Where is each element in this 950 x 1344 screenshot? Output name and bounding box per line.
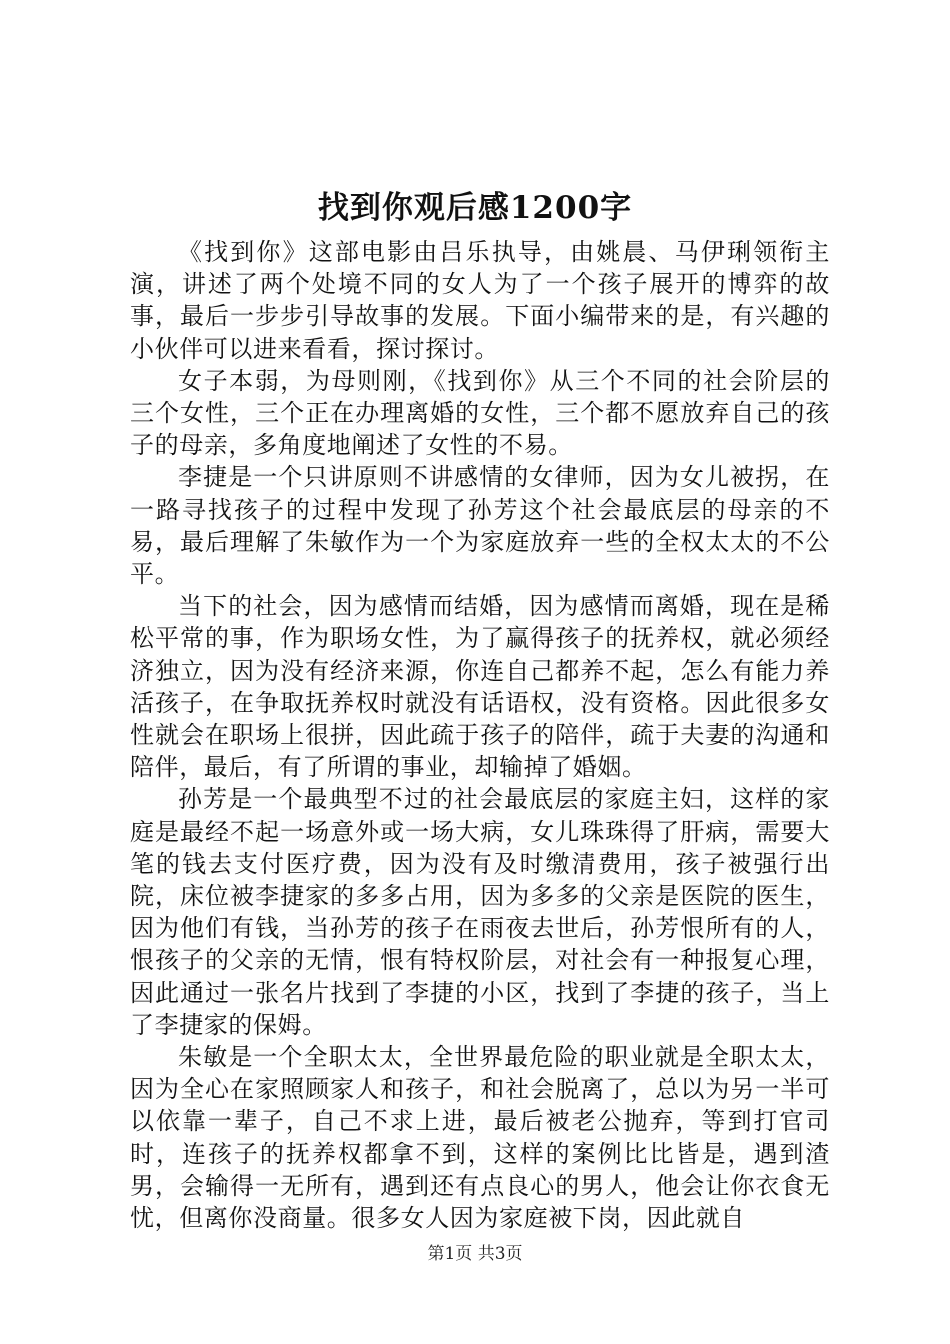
document-title: 找到你观后感1200字 — [317, 190, 633, 226]
page-footer: 第1页 共3页 — [427, 1244, 523, 1264]
paragraph-4: 当下的社会，因为感情而结婚，因为感情而离婚，现在是稀松平常的事，作为职场女性，为了赢得孩子的抚养权，就必须经济独立，因为没有经济来源，你连自己都养不起，怎么有能力养活孩子，在争取抚养权时就没有话语权，没有资格。因此很多女性就会在职场上很拼，因此疏于孩子的陪伴，疏于夫妻的沟通和陪伴，最后，有了所谓的事业，却输掉了婚姻。 — [130, 592, 830, 782]
paragraph-6: 朱敏是一个全职太太，全世界最危险的职业就是全职太太，因为全心在家照顾家人和孩子，和社会脱离了，总以为另一半可以依靠一辈子，自己不求上进，最后被老公抛弃，等到打官司时，连孩子的抚养权都拿不到，这样的案例比比皆是，遇到渣男，会输得一无所有，遇到还有点良心的男人，他会让你衣食无忧，但离你没商量。很多女人因为家庭被下岗，因此就自 — [130, 1043, 830, 1233]
document-body — [130, 236, 830, 1234]
paragraph-5: 孙芳是一个最典型不过的社会最底层的家庭主妇，这样的家庭是最经不起一场意外或一场大病，女儿珠珠得了肝病，需要大笔的钱去支付医疗费，因为没有及时缴清费用，孩子被强行出院，床位被李捷家的多多占用，因为多多的父亲是医院的医生，因为他们有钱，当孙芳的孩子在雨夜去世后，孙芳恨所有的人，恨孩子的父亲的无情，恨有特权阶层，对社会有一种报复心理，因此通过一张名片找到了李捷的小区，找到了李捷的孩子，当上了李捷家的保姆。 — [130, 785, 830, 1039]
paragraph-2: 女子本弱，为母则刚，《找到你》从三个不同的社会阶层的三个女性，三个正在办理离婚的女性，三个都不愿放弃自己的孩子的母亲，多角度地阐述了女性的不易。 — [130, 366, 830, 460]
paragraph-1: 《找到你》这部电影由吕乐执导，由姚晨、马伊琍领衔主演，讲述了两个处境不同的女人为了一个孩子展开的博弈的故事，最后一步步引导故事的发展。下面小编带来的是，有兴趣的小伙伴可以进来看看，探讨探讨。 — [130, 238, 830, 363]
paragraph-3: 李捷是一个只讲原则不讲感情的女律师，因为女儿被拐，在一路寻找孩子的过程中发现了孙芳这个社会最底层的母亲的不易，最后理解了朱敏作为一个为家庭放弃一些的全权太太的不公平。 — [130, 463, 830, 589]
